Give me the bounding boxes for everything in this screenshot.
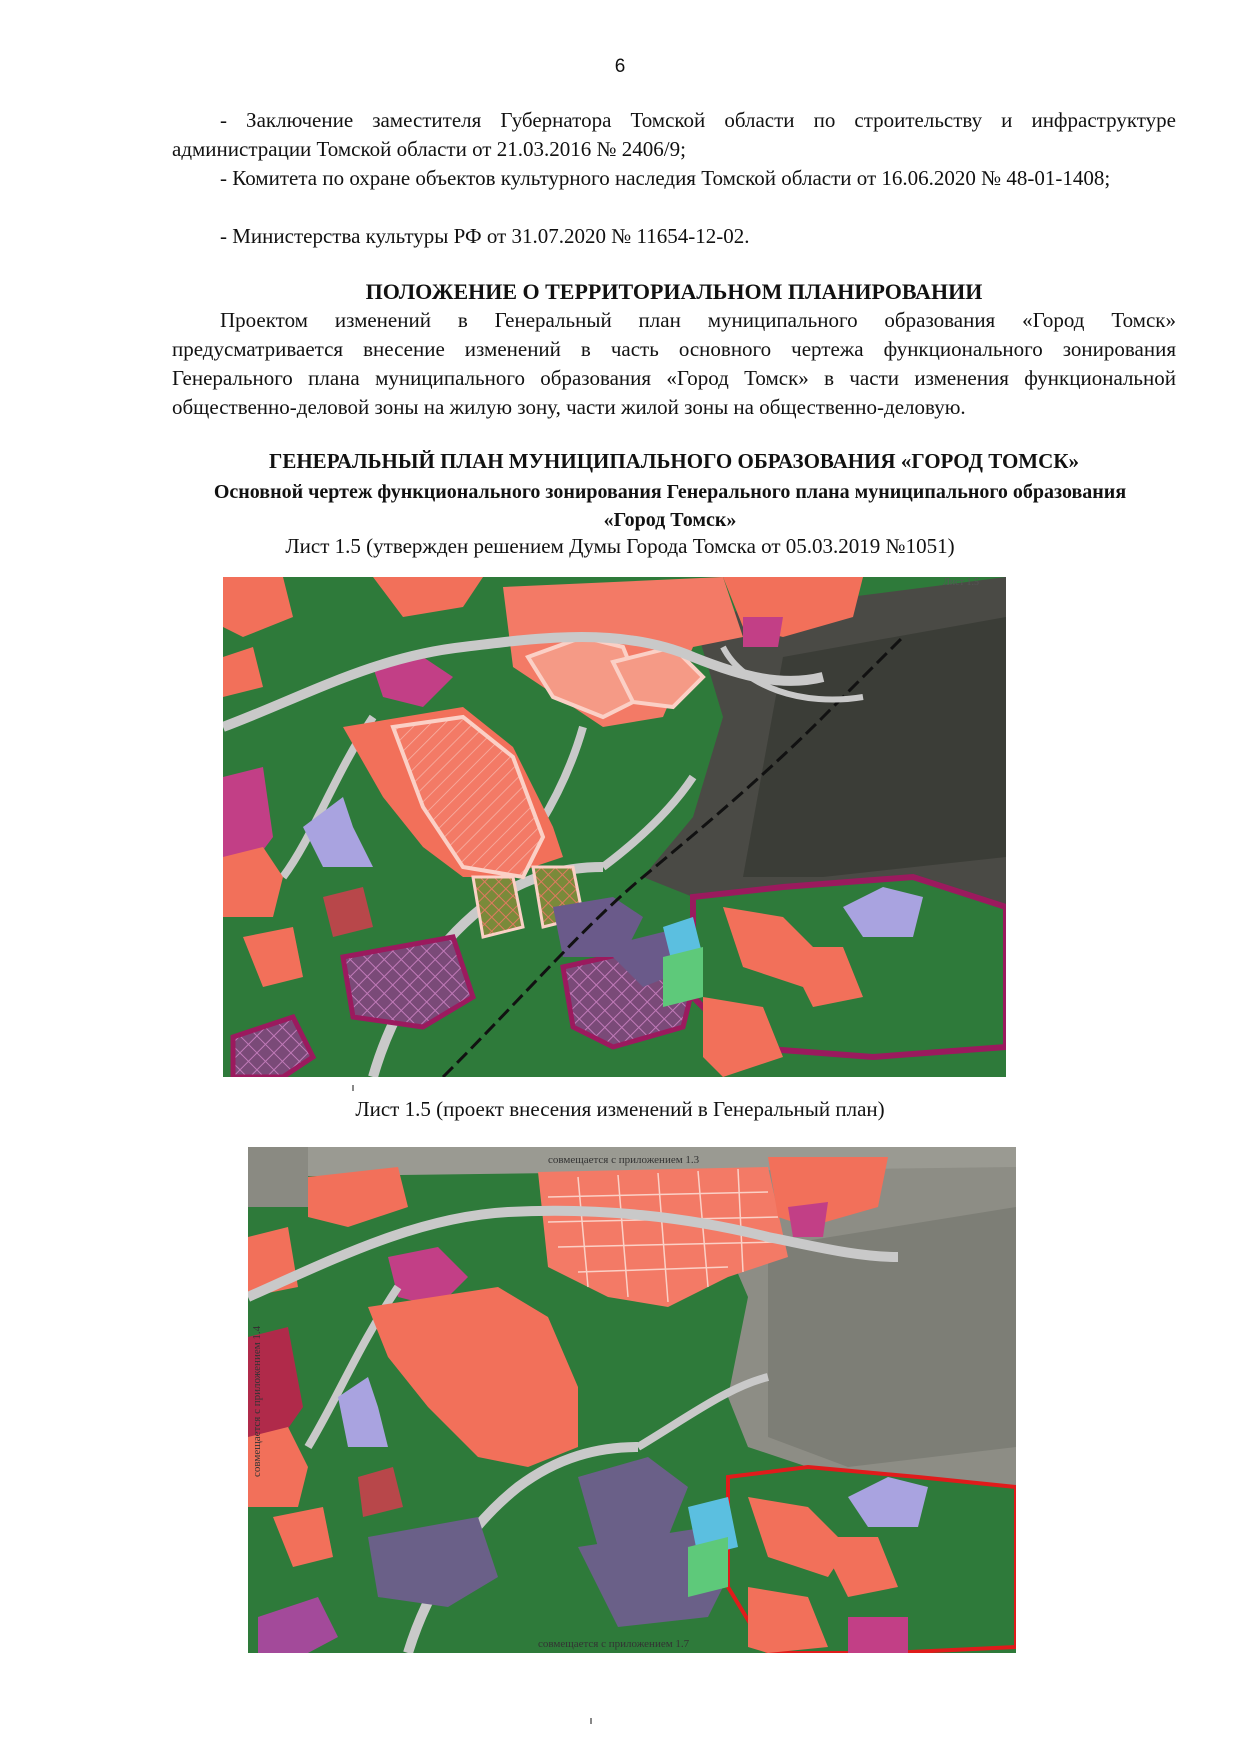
plan-title: ГЕНЕРАЛЬНЫЙ ПЛАН МУНИЦИПАЛЬНОГО ОБРАЗОВАНИЯ «ГОРОД ТОМСК» [268, 449, 1079, 473]
business-zone [848, 1617, 908, 1653]
map2-label-top: совмещается с приложением 1.3 [548, 1154, 700, 1166]
map2-label-left: совмещается с приложением 1.4 [251, 1325, 263, 1477]
map1-corner-label: Лист 1.5 [943, 577, 979, 588]
map2-label-bottom: совмещается с приложением 1.7 [538, 1638, 690, 1650]
green-hatched-zone [473, 877, 523, 937]
scan-artifact [590, 1718, 592, 1724]
conclusion-item-2: - Комитета по охране объектов культурного наследия Томской области от 16.06.2020 № 48-01-1408; [220, 166, 1111, 190]
zoning-map-approved [223, 577, 1006, 1077]
conclusion-item-3: - Министерства культуры РФ от 31.07.2020 № 11654-12-02. [220, 224, 750, 248]
business-zone [788, 1202, 828, 1237]
page-number: 6 [614, 56, 626, 77]
light-green-zone [663, 947, 703, 1007]
section-title: ПОЛОЖЕНИЕ О ТЕРРИТОРИАЛЬНОМ ПЛАНИРОВАНИИ [365, 279, 983, 304]
zoning-map-approved-drawing [223, 577, 1006, 1077]
business-zone [743, 617, 783, 647]
conclusion-item-1: - Заключение заместителя Губернатора Томской области по строительству и инфраструктуре администрации Томской области от 21.03.2016 № 2406/9; [172, 108, 1176, 161]
plan-subtitle: Основной чертеж функционального зонирования Генерального плана муниципального образования «Город Томск» [213, 481, 1127, 531]
section-paragraph: Проектом изменений в Генеральный план муниципального образования «Город Томск» предусматривается внесение изменений в часть основного чертежа функционального зонирования Генерального плана муниципального образования «Город Томск» в части изменения функциональной общественно-деловой зоны на жилую зону, части жилой зоны на общественно-деловую. [172, 308, 1176, 419]
satellite-area [248, 1147, 308, 1207]
sheet-caption-project: Лист 1.5 (проект внесения изменений в Генеральный план) [355, 1097, 885, 1121]
zoning-map-project [248, 1147, 1016, 1653]
scan-artifact [352, 1085, 354, 1091]
sheet-caption-approved: Лист 1.5 (утвержден решением Думы Города Томска от 05.03.2019 №1051) [285, 534, 955, 558]
zoning-map-project-drawing [248, 1147, 1016, 1653]
light-green-zone [688, 1537, 728, 1597]
